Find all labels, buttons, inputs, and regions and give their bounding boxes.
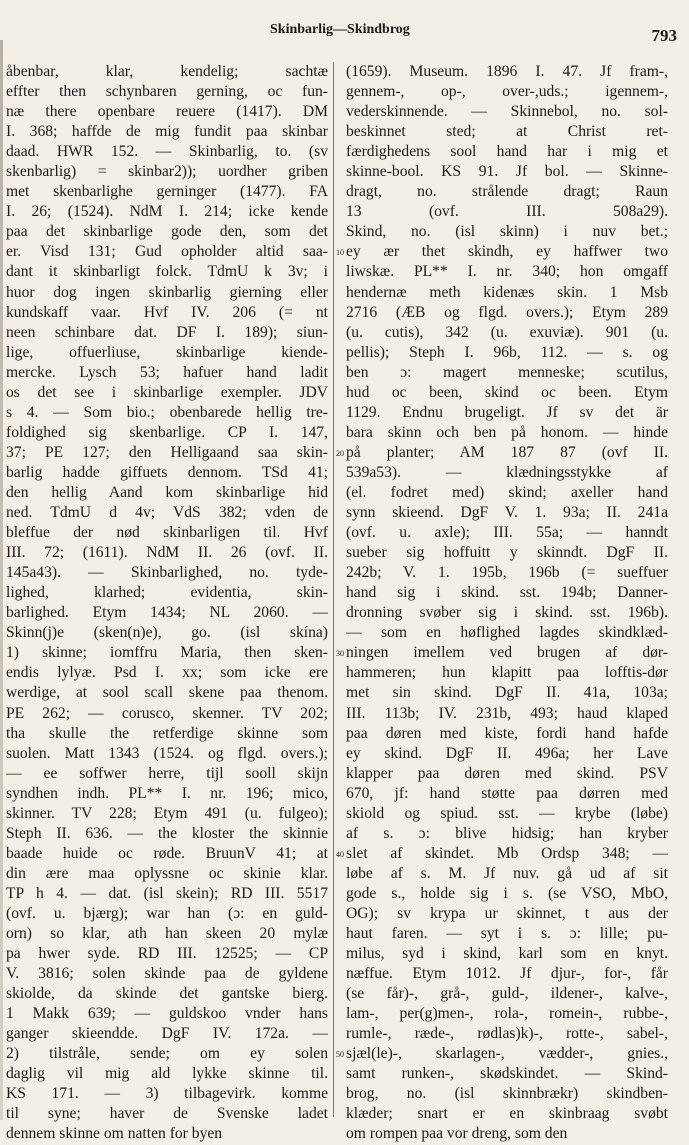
text-line: 37; PE 127; den Helligaand saa skin- <box>6 443 328 461</box>
text-line: effter then schynbaren gerning, oc fun- <box>6 83 328 101</box>
line-number-marker: 40 <box>336 849 344 859</box>
running-head: Skinbarlig—Skindbrog <box>270 22 410 37</box>
text-line: hand sig i skind. sst. 194b; Danner- <box>346 584 668 602</box>
text-line: slet af skindet. Mb Ordsp 348; — <box>346 844 668 862</box>
text-line: dennem skinne om natten for byen <box>6 1125 223 1143</box>
text-line: III. 72; (1611). NdM II. 26 (ovf. II. <box>6 544 328 562</box>
text-line: af s. ɔ: blive hidsig; han kryber <box>346 824 668 842</box>
text-line: KS 171. — 3) tilbagevirk. komme <box>6 1085 328 1103</box>
text-line: åbenbar, klar, kendelig; sachtæ <box>6 63 328 80</box>
text-line: PE 262; — corusco, skenner. TV 202; <box>6 704 328 722</box>
text-line: — som en høflighed lagdes skindklæd- <box>346 624 668 642</box>
text-line: daglig vil mig ald lykke skinne til. <box>6 1065 328 1083</box>
text-line: barlighed. Etym 1434; NL 2060. — <box>6 604 328 622</box>
text-line: på planter; AM 187 87 (ovf II. <box>346 443 668 461</box>
text-line: (ovf. u. bjærg); war han (ɔ: en guld- <box>6 904 328 922</box>
text-line: klæder; snart er en skinbraag svøbt <box>346 1105 668 1123</box>
line-number-marker: 50 <box>336 1050 344 1060</box>
text-line: skiold og spiud. sst. — krybe (løbe) <box>346 804 668 822</box>
text-line: til syne; haver de Svenske ladet <box>6 1105 328 1123</box>
text-line: paa døren med kiste, fordi hand hafde <box>346 724 668 742</box>
text-line: OG); sv krypa ur skinnet, t aus der <box>346 904 668 922</box>
text-line: er. Visd 131; Gud opholder altid saa- <box>6 243 328 261</box>
text-line: werdige, at sool scall skene paa thenom. <box>6 684 328 702</box>
text-line: huor dog ingen skinbarlig gierning eller <box>6 283 328 301</box>
text-line: sueber sig hoffuitt y skinndt. DgF II. <box>346 544 668 562</box>
text-line: 2) tilstråle, sende; om ey solen <box>6 1045 328 1063</box>
text-line: 145a43). — Skinbarlighed, no. tyde- <box>6 564 328 582</box>
text-line: dragt, no. strålende dragt; Raun <box>346 183 668 201</box>
text-line: III. 113b; IV. 231b, 493; haud klaped <box>346 704 668 722</box>
text-line: milus, syd i skind, karl som en knyt. <box>346 945 668 963</box>
text-line: bara skinn och ben på honom. — hinde <box>346 423 668 441</box>
text-line: gode s., holde sig i s. (se VSO, MbO, <box>346 884 668 902</box>
text-line: daad. HWR 152. — Skinbarlig, to. (sv <box>6 143 328 161</box>
text-line: lige, offuerliuse, skinbarlige kiende- <box>6 343 328 361</box>
text-line: beskinnet sted; at Christ ret- <box>346 123 668 141</box>
text-line: 1129. Endnu brugeligt. Jf sv det är <box>346 403 668 421</box>
page-number: 793 <box>651 26 677 45</box>
text-line: brog, no. (isl skinnbrækr) skindben- <box>346 1085 668 1103</box>
text-line: Skind, no. (isl skinn) i nuv bet.; <box>346 223 668 241</box>
text-line: (el. fodret med) skind; axeller hand <box>346 483 668 501</box>
text-line: TP h 4. — dat. (isl skein); RD III. 5517 <box>6 884 328 902</box>
text-line: 1 Makk 639; — guldskoo vnder hans <box>6 1005 328 1023</box>
page-gutter-shadow <box>0 40 3 1120</box>
text-line: pa hwer syde. RD III. 12525; — CP <box>6 945 328 963</box>
text-line: met skenbarlighe gerninger (1477). FA <box>6 183 328 201</box>
text-line: baade huide oc røde. BruunV 41; at <box>6 844 328 862</box>
text-line: (u. cutis), 342 (u. exuviæ). 901 (u. <box>346 323 668 341</box>
text-line: dant it skinbarligt folck. TdmU k 3v; i <box>6 263 328 281</box>
text-line: 242b; V. 1. 195b, 196b (= sueffuer <box>346 564 668 582</box>
text-line: ned. TdmU d 4v; VdS 382; vden de <box>6 504 328 522</box>
text-line: skiolde, da skinde det gantske bierg. <box>6 985 328 1003</box>
text-line: ben ɔ: magert menneske; scutilus, <box>346 363 668 381</box>
text-line: liwskæ. PL** I. nr. 340; hon omgaff <box>346 263 668 281</box>
text-line: næ there openbare reuere (1417). DM <box>6 103 328 121</box>
text-line: 670, jf: hand støtte paa dørren med <box>346 784 668 802</box>
text-line: skenbarlig) = skinbar2)); uordher griben <box>6 163 328 181</box>
text-line: hammeren; hun klapitt paa lofftis-dør <box>346 664 668 682</box>
page-header <box>0 22 689 46</box>
text-line: haut faren. — syt i s. ɔ: lille; pu- <box>346 925 668 943</box>
text-line: orn) so klar, ath han skeen 20 mylæ <box>6 925 328 943</box>
text-line: kundskaff vaar. Hvf IV. 206 (= nt <box>6 303 328 321</box>
text-line: neen schinbare dat. DF I. 189); siun- <box>6 323 328 341</box>
text-line: Steph II. 636. — the kloster the skinnie <box>6 824 328 842</box>
text-line: samt runken-, skødskindet. — Skind- <box>346 1065 668 1083</box>
text-line: mercke. Lysch 53; hafuer hand ladit <box>6 363 328 381</box>
text-line: — ee soffwer herre, tijl sooll skijn <box>6 764 328 782</box>
text-line: (1659). Museum. 1896 I. 47. Jf fram-, <box>346 63 668 80</box>
text-line: s 4. — Som bio.; obenbarede hellig tre- <box>6 403 328 421</box>
line-number-marker: 10 <box>336 248 344 258</box>
text-line: ningen imellem ved brugen af dør- <box>346 644 668 662</box>
text-line: lighed, klarhed; evidentia, skin- <box>6 584 328 602</box>
text-line: vederskinnende. — Skinnebol, no. sol- <box>346 103 668 121</box>
text-line: rumle-, ræde-, rødlas)k)-, rotte-, sabel-, <box>346 1025 668 1043</box>
text-line: din ære maa oplyssne oc skinie klar. <box>6 864 328 882</box>
text-line: skinner. TV 228; Etym 491 (u. fulgeo); <box>6 804 328 822</box>
text-line: 1) skinne; iomffru Maria, then sken- <box>6 644 328 662</box>
text-line: gennem-, op-, over-,uds.; igennem-, <box>346 83 668 101</box>
text-line: hud oc been, skind oc been. Etym <box>346 383 668 401</box>
text-line: lam-, per(g)men-, rola-, romein-, rubbe-, <box>346 1005 668 1023</box>
text-line: paa det skinbarlige gode den, som det <box>6 223 328 241</box>
text-line: Skinn(j)e (sken(n)e), go. (isl skína) <box>6 624 328 642</box>
text-line: dronning svøber sig i skind. sst. 196b). <box>346 604 668 622</box>
text-line: 2716 (ÆB og flgd. overs.); Etym 289 <box>346 303 668 321</box>
text-line: pellis); Steph I. 96b, 112. — s. og <box>346 343 668 361</box>
text-line: V. 3816; solen skinde paa de gyldene <box>6 965 328 983</box>
text-line: færdighedens sool hand har i mig et <box>346 143 668 161</box>
text-line: løbe af s. M. Jf nuv. gå ud af sit <box>346 864 668 882</box>
text-line: ey skind. DgF II. 496a; her Lave <box>346 744 668 762</box>
text-line: hendernæ meth kidenæs skin. 1 Msb <box>346 283 668 301</box>
text-line: 539a53). — klædningsstykke af <box>346 463 668 481</box>
text-line: sjæl(le)-, skarlagen-, vædder-, gnies., <box>346 1045 668 1063</box>
text-line: ganger skieendde. DgF IV. 172a. — <box>6 1025 328 1043</box>
text-line: syndhen indh. PL** I. nr. 196; mico, <box>6 784 328 802</box>
right-column <box>346 62 668 1145</box>
text-line: barlig hadde giffuets dennom. TSd 41; <box>6 463 328 481</box>
text-line: (se får)-, grå-, guld-, ildener-, kalve-, <box>346 985 668 1003</box>
text-line: I. 368; haffde de mig fundit paa skinbar <box>6 123 328 141</box>
text-line: bleffue der nød skinbarligen til. Hvf <box>6 524 328 542</box>
text-line: tha skulle the retferdige skinne som <box>6 724 328 742</box>
text-line: klapper paa døren med skind. PSV <box>346 764 668 782</box>
text-line: skinne-bool. KS 91. Jf bol. — Skinne- <box>346 163 668 181</box>
text-line: met sin skind. DgF II. 41a, 103a; <box>346 684 668 702</box>
text-line: I. 26; (1524). NdM I. 214; icke kende <box>6 203 328 221</box>
text-line: næffue. Etym 1012. Jf djur-, for-, får <box>346 965 668 983</box>
left-column <box>6 62 328 1145</box>
text-line: foldighed sig skenbarlige. CP I. 147, <box>6 423 328 441</box>
text-line: os det see i skinbarlige exempler. JDV <box>6 383 328 401</box>
text-line: synn skieend. DgF V. 1. 93a; II. 241a <box>346 504 668 522</box>
text-line: suolen. Matt 1343 (1524. og flgd. overs.); <box>6 744 328 762</box>
column-divider <box>333 62 334 1117</box>
line-number-marker: 20 <box>336 448 344 458</box>
text-line: 13 (ovf. III. 508a29). <box>346 203 668 221</box>
text-line: ey ær thet skindh, ey haffwer two <box>346 243 668 261</box>
line-number-marker: 30 <box>336 649 344 659</box>
text-line: endis lylyæ. Psd I. xx; som icke ere <box>6 664 328 682</box>
text-line: om rompen paa vor dreng, som den <box>346 1125 568 1143</box>
text-line: (ovf. u. axle); III. 55a; — hanndt <box>346 524 668 542</box>
text-line: den hellig Aand kom skinbarlige hid <box>6 483 328 501</box>
